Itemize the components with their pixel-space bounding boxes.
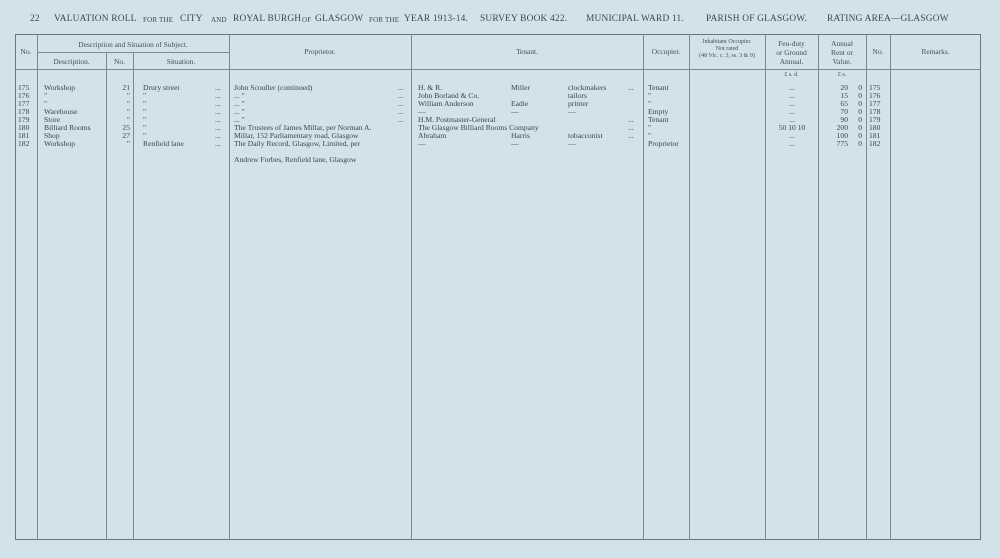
cell-t1: John Borland & Co. [418,91,480,100]
cell-feu: ... [789,83,795,92]
cell-shil: 0 [858,139,862,148]
col-rule [643,34,644,540]
cell-sit: Drury street [143,83,180,92]
cell-t2: Miller [511,83,530,92]
col-header-occupier: Occupier. [651,47,681,56]
cell-pound: 20 [840,83,848,92]
cell-occ: " [648,91,652,100]
cell-no2: 181 [869,131,881,140]
title-city: CITY [180,14,203,24]
cell-num: " [126,99,130,108]
cell-shil: 0 [858,131,862,140]
col-header-annual-rent [818,39,866,66]
cell-no2: 179 [869,115,881,124]
col-rule [411,34,412,540]
cell-t1: H.M. Postmaster-General [418,115,496,124]
cell-d3: ... [628,123,634,132]
cell-prop: John Scouller (continued) [234,83,313,92]
cell-occ: Tenant [648,115,669,124]
cell-shil: 0 [858,107,862,116]
cell-feu: ... [789,131,795,140]
cell-prop: ... " [234,107,245,116]
survey-book: SURVEY BOOK 422. [480,14,568,24]
municipal-ward: MUNICIPAL WARD 11. [586,14,684,24]
cell-num: " [126,115,130,124]
title-for-the-2: FOR THE [369,15,400,24]
col-rule [229,34,230,540]
cell-d1: ... [215,115,221,124]
cell-sit: " [143,91,147,100]
col-header-description: Description. [53,57,90,66]
col-header-number: No. [114,57,125,66]
cell-prop: Millar, 152 Parliamentary road, Glasgow [234,131,359,140]
col-rule [106,52,107,540]
cell-shil: 0 [858,91,862,100]
cell-desc: Workshop [44,139,76,148]
group-rule [37,52,229,53]
cell-shil: 0 [858,83,862,92]
cell-no: 175 [18,83,30,92]
col-header-proprietor: Proprietor. [304,47,336,56]
cell-feu: 50 10 10 [778,123,806,132]
cell-no: 181 [18,131,30,140]
cell-t2: — [511,139,519,148]
cell-no2: 180 [869,123,881,132]
cell-sit: " [143,123,147,132]
cell-num: 27 [122,131,130,140]
cell-sit: Renfield lane [143,139,184,148]
feu-line-2: or Ground [776,48,807,57]
cell-pound: 200 [836,123,848,132]
cell-t1: The Glasgow Billiard Rooms Company [418,123,539,132]
cell-prop: ... " [234,115,245,124]
cell-d1: ... [215,83,221,92]
page-number: 22 [30,14,40,24]
cell-feu: ... [789,139,795,148]
cell-occ: Tenant [648,83,669,92]
cell-pound: 100 [836,131,848,140]
cell-no2: 177 [869,99,881,108]
cell-num: " [126,91,130,100]
cell-no: 182 [18,139,30,148]
cell-occ: Empty [648,107,669,116]
header-rule [15,69,981,70]
cell-occ: " [648,99,652,108]
cell-no: 180 [18,123,30,132]
inhabitant-line-3: (48 Vic. c. 3, ss. 3 & 9) [699,53,755,59]
cell-t1: Abraham [418,131,447,140]
cell-no2: 176 [869,91,881,100]
cell-pound: 65 [840,99,848,108]
col-rule [818,34,819,540]
cell-t2: Harris [511,131,530,140]
cell-d3: ... [628,83,634,92]
title-year: YEAR 1913-14. [404,14,469,24]
col-header-remarks: Remarks. [921,47,950,56]
col-rule [866,34,867,540]
page-header [0,14,1000,30]
cell-prop: The Daily Record, Glasgow, Limited, per [234,139,361,148]
cell-num: " [126,139,130,148]
cell-num: 25 [122,123,130,132]
title-of: OF [302,15,312,24]
cell-desc: " [44,91,48,100]
cell-d1: ... [215,107,221,116]
cell-feu: ... [789,91,795,100]
col-header-situation: Situation. [166,57,196,66]
col-rule [133,52,134,540]
rent-line-2: Rent or [831,48,853,57]
cell-occ: " [648,123,652,132]
cell-prop: ... " [234,99,245,108]
cell-t3: — [568,139,576,148]
cell-d1: ... [215,139,221,148]
title-and: AND [211,15,227,24]
rent-units: £ s. [837,72,847,78]
cell-no2: 175 [869,83,881,92]
cell-d3: ... [628,115,634,124]
col-rule [37,34,38,540]
cell-desc: Warehouse [44,107,78,116]
cell-desc: Store [44,115,61,124]
cell-t2: — [511,107,519,116]
feu-units: £ s. d. [784,72,799,78]
parish: PARISH OF GLASGOW. [706,14,808,24]
cell-prop: The Trustees of James Millar, per Norman A. [234,123,372,132]
cell-desc: Billiard Rooms [44,123,91,132]
col-header-no: No. [20,47,32,56]
col-header-no-right: No. [872,47,884,56]
cell-d2: ... [398,91,404,100]
cell-occ: Proprietor [648,139,679,148]
col-header-description-group: Description and Situation of Subject. [78,40,188,49]
feu-line-3: Annual. [779,57,804,66]
title-glasgow: GLASGOW [315,14,364,24]
feu-line-1: Feu-duty [778,39,805,48]
inhabitant-line-2: Not rated [715,46,739,52]
cell-t1: — [418,139,426,148]
cell-desc: " [44,99,48,108]
cell-t3: printer [568,99,589,108]
cell-desc: Shop [44,131,60,140]
cell-sit: " [143,99,147,108]
col-rule [689,34,690,540]
cell-no2: 178 [869,107,881,116]
rent-line-1: Annual [831,39,853,48]
title-for-the: FOR THE [143,15,174,24]
cell-shil: 0 [858,123,862,132]
cell-t3: tailors [568,91,587,100]
cell-feu: ... [789,99,795,108]
cell-no: 179 [18,115,30,124]
cell-d1: ... [215,123,221,132]
cell-desc: Workshop [44,83,76,92]
cell-t1: William Anderson [418,99,474,108]
cell-sit: " [143,115,147,124]
cell-num: " [126,107,130,116]
col-header-feu-duty [765,39,818,66]
cell-no: 177 [18,99,30,108]
cell-t1: H. & R. [418,83,443,92]
cell-sit: " [143,131,147,140]
cell-feu: ... [789,107,795,116]
cell-d3: ... [628,131,634,140]
proprietor-continuation: Andrew Forbes, Renfield lane, Glasgow [234,155,357,164]
cell-t3: tobacconist [568,131,603,140]
cell-t3: — [568,107,576,116]
cell-prop: ... " [234,91,245,100]
cell-occ: " [648,131,652,140]
rent-line-3: Value. [832,57,852,66]
cell-d2: ... [398,83,404,92]
cell-pound: 70 [840,107,848,116]
cell-t3: clockmakers [568,83,607,92]
inhabitant-line-1: Inhabitant Occupier. [702,39,752,45]
cell-pound: 775 [836,139,848,148]
cell-pound: 90 [840,115,848,124]
cell-d1: ... [215,131,221,140]
cell-feu: ... [789,115,795,124]
cell-t1: — [418,107,426,116]
cell-no: 178 [18,107,30,116]
cell-d2: ... [398,107,404,116]
title-valuation-roll: VALUATION ROLL [54,14,137,24]
cell-shil: 0 [858,99,862,108]
cell-pound: 15 [840,91,848,100]
cell-t2: Eadie [511,99,529,108]
cell-sit: " [143,107,147,116]
cell-no: 176 [18,91,30,100]
col-header-tenant: Tenant. [516,47,538,56]
cell-d2: ... [398,99,404,108]
cell-d1: ... [215,91,221,100]
cell-d2: ... [398,115,404,124]
cell-shil: 0 [858,115,862,124]
col-header-inhabitant [689,39,765,60]
rating-area: RATING AREA—GLASGOW [827,14,949,24]
col-rule [890,34,891,540]
cell-no2: 182 [869,139,881,148]
cell-num: 21 [122,83,130,92]
title-royal-burgh: ROYAL BURGH [233,14,302,24]
cell-d1: ... [215,99,221,108]
